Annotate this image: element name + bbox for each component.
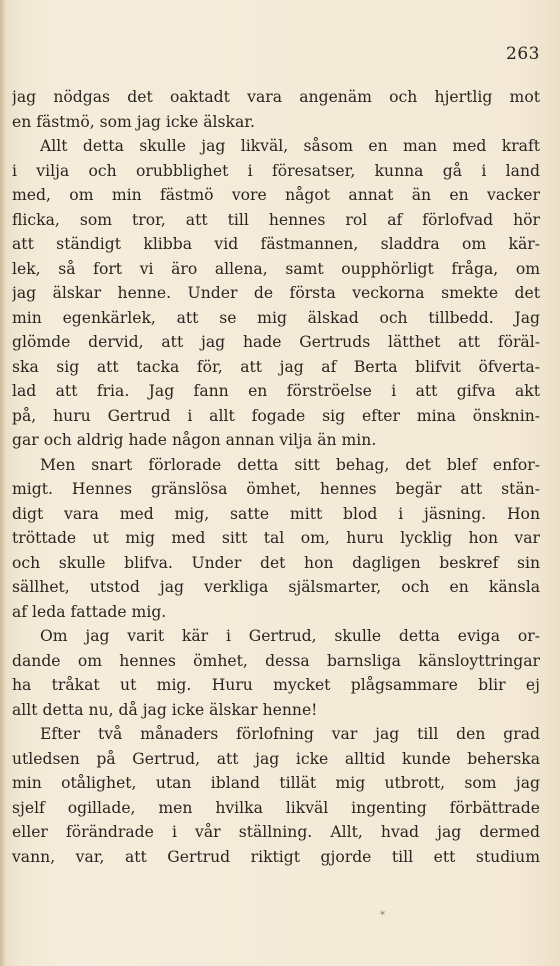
text-line: att ständigt klibba vid fästmannen, sladdra om kär-	[12, 235, 540, 253]
text-line: allt detta nu, då jag icke älskar henne!	[12, 700, 318, 719]
body-text	[12, 85, 540, 869]
text-line: i vilja och orubblighet i föresatser, kunna gå i land	[12, 161, 540, 180]
text-line: migt. Hennes gränslösa ömhet, hennes begär att stän-	[12, 480, 540, 498]
text-line: och skulle blifva. Under det hon dagligen beskref sin	[12, 553, 540, 572]
text-line: vann, var, att Gertrud riktigt gjorde till ett studium	[12, 847, 540, 866]
text-line: glömde dervid, att jag hade Gertruds lätthet att föräl-	[12, 333, 540, 351]
text-line: sällhet, utstod jag verkliga själsmarter, och en känsla	[12, 578, 540, 596]
text-line: lek, så fort vi äro allena, samt oupphörligt fråga, om	[12, 259, 540, 278]
text-line: jag älskar henne. Under de första veckorna smekte det	[12, 284, 540, 302]
text-line: lad att fria. Jag fann en förströelse i att gifva akt	[12, 382, 540, 400]
text-line: min otålighet, utan ibland tillät mig utbrott, som jag	[12, 774, 540, 792]
text-line: dande om hennes ömhet, dessa barnsliga känsloyttringar	[12, 651, 540, 670]
text-line: Men snart förlorade detta sitt behag, det blef enfor-	[40, 455, 540, 474]
text-line: flicka, som tror, att till hennes rol af förlofvad hör	[12, 210, 540, 229]
text-line: eller förändrade i vår ställning. Allt, hvad jag dermed	[12, 823, 540, 841]
text-line: Allt detta skulle jag likväl, såsom en man med kraft	[40, 137, 540, 155]
text-line: af leda fattade mig.	[12, 602, 167, 621]
text-line: digt vara med mig, satte mitt blod i jäsning. Hon	[12, 504, 540, 523]
text-line: sjelf ogillade, men hvilka likväl ingenting förbättrade	[12, 798, 540, 817]
gutter-shadow	[0, 0, 6, 966]
text-line: på, huru Gertrud i allt fogade sig efter mina önsknin-	[12, 406, 540, 425]
text-line: en fästmö, som jag icke älskar.	[12, 112, 255, 131]
text-line: med, om min fästmö vore något annat än en vacker	[12, 186, 540, 204]
text-line: gar och aldrig hade någon annan vilja än min.	[12, 431, 377, 449]
text-line: ska sig att tacka för, att jag af Berta blifvit öfverta-	[12, 357, 540, 376]
text-line: Efter två månaders förlofning var jag till den grad	[40, 725, 540, 743]
text-line: utledsen på Gertrud, att jag icke alltid kunde beherska	[12, 749, 540, 768]
text-line: min egenkärlek, att se mig älskad och tillbedd. Jag	[12, 308, 540, 327]
text-line: tröttade ut mig med sitt tal om, huru lycklig hon var	[12, 529, 540, 547]
text-line: ha tråkat ut mig. Huru mycket plågsammare blir ej	[12, 676, 540, 694]
text-line: Om jag varit kär i Gertrud, skulle detta eviga or-	[40, 627, 540, 645]
text-line: jag nödgas det oaktadt vara angenäm och hjertlig mot	[12, 88, 540, 106]
footer-mark: *	[380, 910, 385, 921]
page-number: 263	[506, 44, 540, 64]
